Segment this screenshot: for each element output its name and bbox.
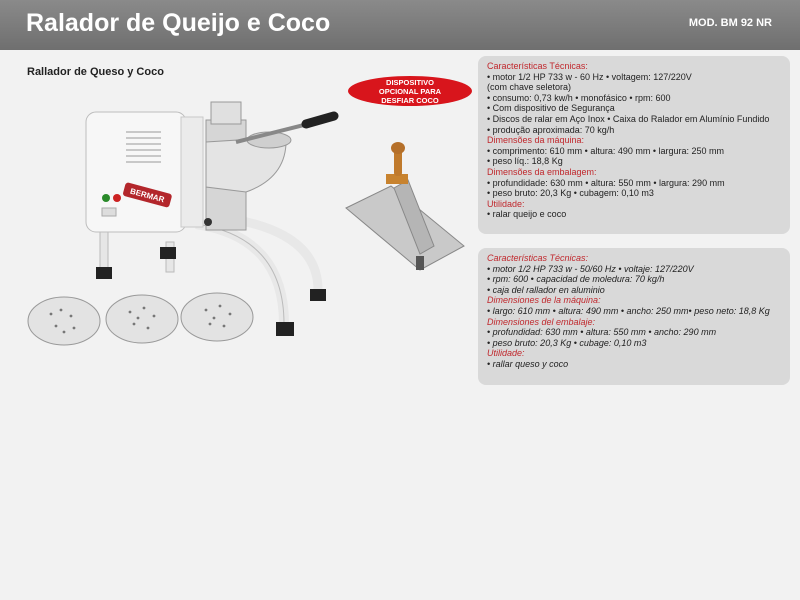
specs-panel-spanish: Características Técnicas: • motor 1/2 HP 733 w - 50/60 Hz • voltaje: 127/220V • rpm: 600 • capacidad de moledura: 70 kg/h • caja del rallador en aluminio Dimensiones de la máquina: • largo: 610 mm • altura: 490 mm • ancho: 250 mm• peso neto: 18,8 Kg Dimensiones del embalaje: • profundidad: 630 mm • altura: 550 mm • ancho: 290 mm • peso bruto: 20,3 Kg • cubage: 0,10 m3 Utilidade: • rallar queso y coco [478, 248, 790, 385]
specs-panel-portuguese: Características Técnicas: • motor 1/2 HP 733 w - 60 Hz • voltagem: 127/220V (com chave seletora) • consumo: 0,73 kw/h • monofásico • rpm: 600 • Com dispositivo de Segurança • Discos de ralar em Aço Inox • Caixa do Ralador em Alumínio Fundido • produção aproximada: 70 kg/h Dimensões da máquina: • comprimento: 610 mm • altura: 490 mm • largura: 250 mm • peso líq.: 18,8 Kg Dimensões da embalagem: • profundidade: 630 mm • altura: 550 mm • largura: 290 mm • peso bruto: 20,3 Kg • cubagem: 0,10 m3 Utilidade: • ralar queijo e coco [478, 56, 790, 234]
section-heading: Dimensões da embalagem: [487, 166, 597, 177]
section-heading: Dimensiones de la máquina: [487, 295, 601, 306]
model-code: MOD. BM 92 NR [688, 17, 772, 29]
section-heading: Dimensões da máquina: [487, 135, 585, 146]
spanish-subtitle: Rallador de Queso y Coco [27, 66, 164, 78]
header-bar [0, 0, 800, 50]
optional-device-badge: DISPOSITIVO OPCIONAL PARA DESFIAR COCO [348, 76, 472, 106]
section-heading: Dimensiones del embalaje: [487, 316, 596, 327]
section-heading: Utilidade: [487, 348, 525, 359]
section-heading: Características Técnicas: [487, 253, 589, 263]
section-heading: Utilidade: [487, 198, 525, 209]
coconut-device-illustration [336, 138, 476, 283]
grater-machine-illustration [26, 92, 346, 347]
page-title: Ralador de Queijo e Coco [26, 9, 331, 37]
brand-label: BERMAR [129, 186, 166, 205]
section-heading: Características Técnicas: [487, 61, 588, 71]
grater-discs [28, 293, 253, 345]
